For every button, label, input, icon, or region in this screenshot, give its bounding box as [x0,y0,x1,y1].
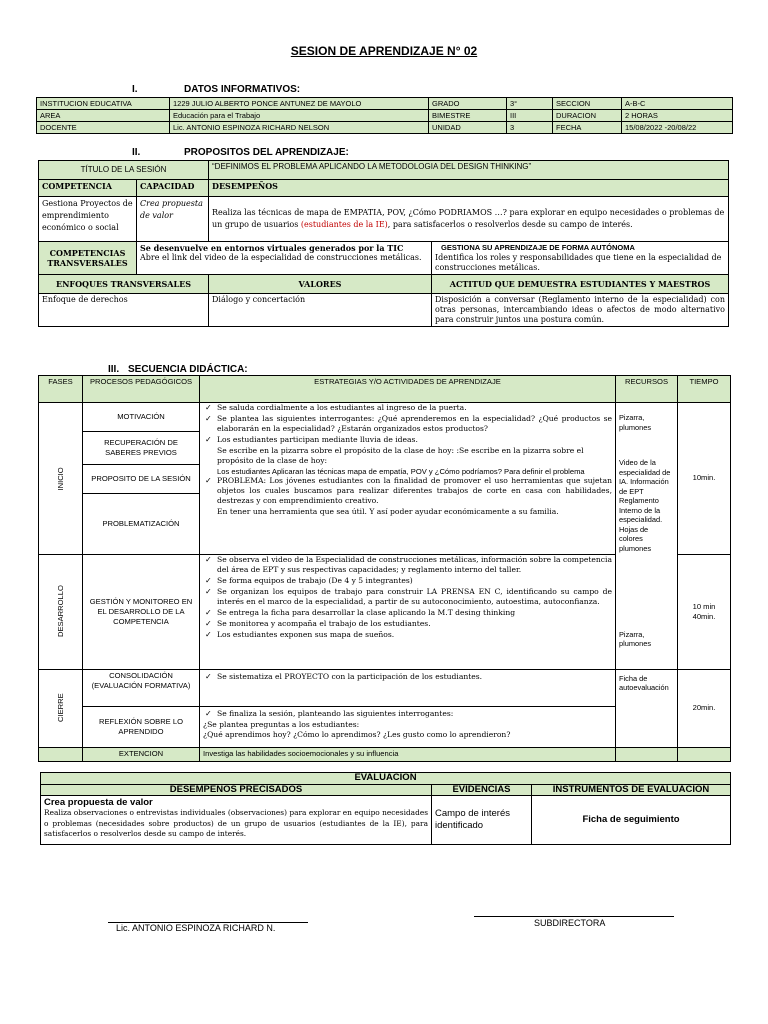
table-row [39,242,729,275]
table-row [37,110,733,122]
check-icon: ✓ [205,618,212,628]
value-cell: A-B-C [622,98,733,110]
desempeno-highlight: (estudiantes de la IE) [300,220,388,229]
list-item [203,435,612,445]
label-cell: DURACION [553,110,622,122]
activity-text: Se escribe en la pizarra sobre el propósito de la clase de hoy: :Se escribe en la pizarra sobre el propósito de la clase de hoy: [217,446,584,465]
activity-text: Se entrega la ficha para desarrollar la clase aplicando la M.T desing thinking [217,607,516,617]
signature-docente: Lic. ANTONIO ESPINOZA RICHARD N. [116,923,276,933]
proceso-proposito: PROPOSITO DE LA SESIÓN [83,464,200,493]
proceso-reflexion: REFLEXIÓN SOBRE LO APRENDIDO [83,706,200,747]
check-icon: ✓ [205,586,212,596]
tiempo-cierre: 20min. [678,669,731,747]
header-desempenos-precisados: DESEMPENOS PRECISADOS [41,785,432,796]
label-cell: DOCENTE [37,122,170,134]
section-label: PROPOSITOS DEL APRENDIZAJE: [184,147,349,158]
enfoque-cell: Enfoque de derechos [39,294,209,327]
table-row [41,796,731,845]
recursos-text: Pizarra, plumones [619,413,652,432]
value-cell: III [507,110,553,122]
value-cell: 3° [507,98,553,110]
desempeno-text: Realiza observaciones o entrevistas individuales (observaciones) para explorar en equipo necesidades o problemas (necesidades sobre productos) de un grupo de usuarios (estudiantes de la IE), para satisfacerlos o resolverlos desde su campo de interés. [44,808,428,838]
section-label: DATOS INFORMATIVOS: [184,84,301,95]
section-heading-propositos [132,147,349,158]
list-item [203,608,612,618]
inicio-list-2 [203,476,612,506]
section-number: III. [108,364,120,375]
valor-cell: Diálogo y concertación [209,294,432,327]
header-instrumentos: INSTRUMENTOS DE EVALUACION [532,785,731,796]
proceso-recuperacion: RECUPERACIÓN DE SABERES PREVIOS [83,431,200,464]
proceso-consolidacion: CONSOLIDACIÓN (EVALUACIÓN FORMATIVA) [83,669,200,706]
header-estrategias: ESTRATEGIAS Y/O ACTIVIDADES DE APRENDIZAJE [200,376,616,403]
page-title: SESION DE APRENDIZAJE N° 02 [290,44,478,58]
header-procesos: PROCESOS PEDAGÓGICOS [83,376,200,403]
check-icon: ✓ [205,435,212,444]
tiempo-desarrollo: 10 min 40min. [678,554,731,669]
instrumento-cell: Ficha de seguimiento [532,796,731,845]
consolidacion-list [203,672,612,682]
desempeno-text-end: , para satisfacerlos o resolverlos desde su campo de interés. [387,220,633,229]
label-cell: BIMESTRE [429,110,507,122]
label-cell: GRADO [429,98,507,110]
desempeno-cell [209,197,729,242]
value-cell: 2 HORAS [622,110,733,122]
inicio-actividades [200,403,616,555]
check-icon: ✓ [205,575,212,585]
header-desempenos: DESEMPEÑOS [209,180,729,197]
ct-auto-title: GESTIONA SU APRENDIZAJE DE FORMA AUTÓNOMA [441,243,635,252]
check-icon: ✓ [205,708,212,718]
desempeno-precisado-cell [41,796,432,845]
fase-inicio: INICIO [39,403,83,555]
recursos-inicio [616,403,678,555]
table-row [39,554,731,669]
header-fases: FASES [39,376,83,403]
desarrollo-list [203,555,612,640]
table-row [39,376,731,403]
reflexion-text-1: ¿Se plantea preguntas a los estudiantes: [203,719,360,729]
competencia-cell: Gestiona Proyectos de emprendimiento económico o social [39,197,137,242]
check-icon: ✓ [205,554,212,564]
table-row [39,747,731,761]
check-icon: ✓ [205,403,212,412]
section-number: I. [132,84,138,95]
list-item [203,414,612,434]
table-row [41,785,731,796]
list-item [203,619,612,629]
table-row [37,122,733,134]
check-icon: ✓ [205,671,212,681]
table-row [39,294,729,327]
list-item [203,446,612,466]
header-evidencias: EVIDENCIAS [432,785,532,796]
ct-auto-text: Identifica los roles y responsabilidades que tiene en la especialidad de construcciones metálicas. [435,253,722,272]
recursos-desarrollo: Pizarra, plumones [616,554,678,669]
table-row [41,773,731,785]
ct-tic-cell [137,242,432,275]
capacidad-cell: Crea propuesta de valor [137,197,209,242]
evaluacion-table [40,772,731,845]
section-heading-datos [132,84,300,95]
datos-informativos-table [36,97,733,134]
label-cell: INSTITUCION EDUCATIVA [37,98,170,110]
table-row [39,403,731,432]
tiempo-inicio: 10min. [678,403,731,555]
reflexion-text-2: ¿Qué aprendimos hoy? ¿Cómo lo aprendimos? ¿Les gusto como lo aprendieron? [203,729,511,739]
table-row [39,197,729,242]
desempeno-title: Crea propuesta de valor [44,797,153,808]
titulo-label: TÍTULO DE LA SESIÓN [39,161,209,180]
proceso-gestion: GESTIÓN Y MONITOREO EN EL DESARROLLO DE LA COMPETENCIA [83,554,200,669]
proceso-extension: EXTENCION [83,747,200,761]
activity-text: Se plantea las siguientes interrogantes: ¿Qué aprenderemos en la especialidad? ¿Qué productos se elaborarán en la especialidad? ¿Estarán organizados estos productos? [217,414,612,433]
activity-text: Se forma equipos de trabajo (De 4 y 5 integrantes) [217,575,413,585]
ct-tic-title: Se desenvuelve en entornos virtuales generados por la TIC [140,243,404,253]
value-cell: 1229 JULIO ALBERTO PONCE ANTUNEZ DE MAYOLO [170,98,429,110]
activity-text: Se finaliza la sesión, planteando las siguientes interrogantes: [217,708,454,718]
fase-desarrollo: DESARROLLO [39,554,83,669]
check-icon: ✓ [205,476,212,485]
reflexion-actividades [200,706,616,747]
ct-tic-text: Abre el link del video de la especialidad de construcciones metálicas. [140,253,422,262]
activity-text: Se sistematiza el PROYECTO con la participación de los estudiantes. [217,671,483,681]
table-row [39,180,729,197]
competencias-transversales-label: COMPETENCIAS TRANSVERSALES [39,242,137,275]
activity-text: Los estudiantes exponen sus mapa de sueños. [217,629,395,639]
list-item [203,555,612,575]
recursos-text-2: Video de la especialidad de IA. Información de EPT Reglamento Interno de la especialidad. Hojas de colores plumones [619,458,671,553]
header-enfoques: ENFOQUES TRANSVERSALES [39,275,209,294]
header-recursos: RECURSOS [616,376,678,403]
section-number: II. [132,147,141,158]
activity-text: Se organizan los equipos de trabajo para construir LA PRENSA EN C, identificando su campo de interés en el marco de la especialidad, a partir de su autoconocimiento, autoestima, autoconfianza. [217,586,612,606]
signature-subdirectora: SUBDIRECTORA [534,918,606,928]
list-item [203,576,612,586]
ct-auto-cell [432,242,729,275]
secuencia-didactica-table [38,375,731,762]
inicio-list [203,403,612,466]
header-actitud: ACTITUD QUE DEMUESTRA ESTUDIANTES Y MAESTROS [432,275,729,294]
reflexion-list [203,709,612,719]
value-cell: Educación para el Trabajo [170,110,429,122]
header-capacidad: CAPACIDAD [137,180,209,197]
list-item [203,630,612,640]
check-icon: ✓ [205,414,212,423]
list-item [203,476,612,506]
label-cell: SECCION [553,98,622,110]
header-tiempo: TIEMPO [678,376,731,403]
extension-tiempo-empty [678,747,731,761]
activity-text: PROBLEMA: Los jóvenes estudiantes con la finalidad de promover el uso herramientas que sujetan objetos los cuales buscamos para realizar diferentes trabajos de corte en casa con habilidades, destrezas y con emprendimiento creativo. [217,476,612,505]
table-row [37,98,733,110]
check-icon: ✓ [205,629,212,639]
proceso-problematizacion: PROBLEMATIZACIÓN [83,493,200,554]
fase-cierre: CIERRE [39,669,83,747]
desarrollo-actividades [200,554,616,669]
proposito-text: Los estudiantes Aplicaran las técnicas mapa de empatía, POV y ¿Cómo podríamos? Para definir el problema [217,467,585,476]
extension-empty [39,747,83,761]
check-icon: ✓ [205,607,212,617]
header-valores: VALORES [209,275,432,294]
evidencia-cell: Campo de interés identificado [432,796,532,845]
table-row [39,275,729,294]
section-label: SECUENCIA DIDÁCTICA: [128,364,248,375]
list-item [203,672,612,682]
consolidacion-actividades [200,669,616,706]
activity-text: Los estudiantes participan mediante lluvia de ideas. [217,435,418,444]
proceso-motivacion: MOTIVACIÓN [83,403,200,432]
table-row [39,161,729,180]
label-cell: AREA [37,110,170,122]
label-cell: FECHA [553,122,622,134]
actitud-cell: Disposición a conversar (Reglamento interno de la especialidad) con otras personas, intercambiando ideas o afectos de modo alternativo para construir juntos una postura común. [432,294,729,327]
activity-text: Se monitorea y acompaña el trabajo de los estudiantes. [217,618,431,628]
extension-recursos-empty [616,747,678,761]
propositos-table [38,160,729,327]
value-cell: 3 [507,122,553,134]
inicio-final-text: En tener una herramienta que sea útil. Y así poder ayudar económicamente a su familia. [217,507,559,516]
recursos-cierre: Ficha de autoevaluación [616,669,678,747]
list-item [203,587,612,607]
header-competencia: COMPETENCIA [39,180,137,197]
list-item [203,709,612,719]
section-heading-secuencia [108,364,248,375]
activity-text: Se saluda cordialmente a los estudiantes al ingreso de la puerta. [217,403,467,412]
value-cell: 15/08/2022 -20/08/22 [622,122,733,134]
activity-text: Se observa el video de la Especialidad de construcciones metálicas, información sobre la competencia del área de EPT y sus respectivas capacidades; y reglamento interno del taller. [217,554,612,574]
evaluacion-title: EVALUACION [41,773,731,785]
table-row [39,669,731,706]
value-cell: Lic. ANTONIO ESPINOZA RICHARD NELSON [170,122,429,134]
desempeno-text: Realiza las técnicas de mapa de EMPATIA, POV, ¿Cómo PODRIAMOS …? para explorar en equipo necesidades o problemas de un grupo de usuarios [212,208,725,229]
list-item [203,403,612,413]
label-cell: UNIDAD [429,122,507,134]
titulo-value: “DEFINIMOS EL PROBLEMA APLICANDO LA METODOLOGIA DEL DESIGN THINKING” [209,161,729,180]
signature-line-subdirectora [474,916,674,917]
extension-text: Investiga las habilidades socioemocionales y su influencia [200,747,616,761]
